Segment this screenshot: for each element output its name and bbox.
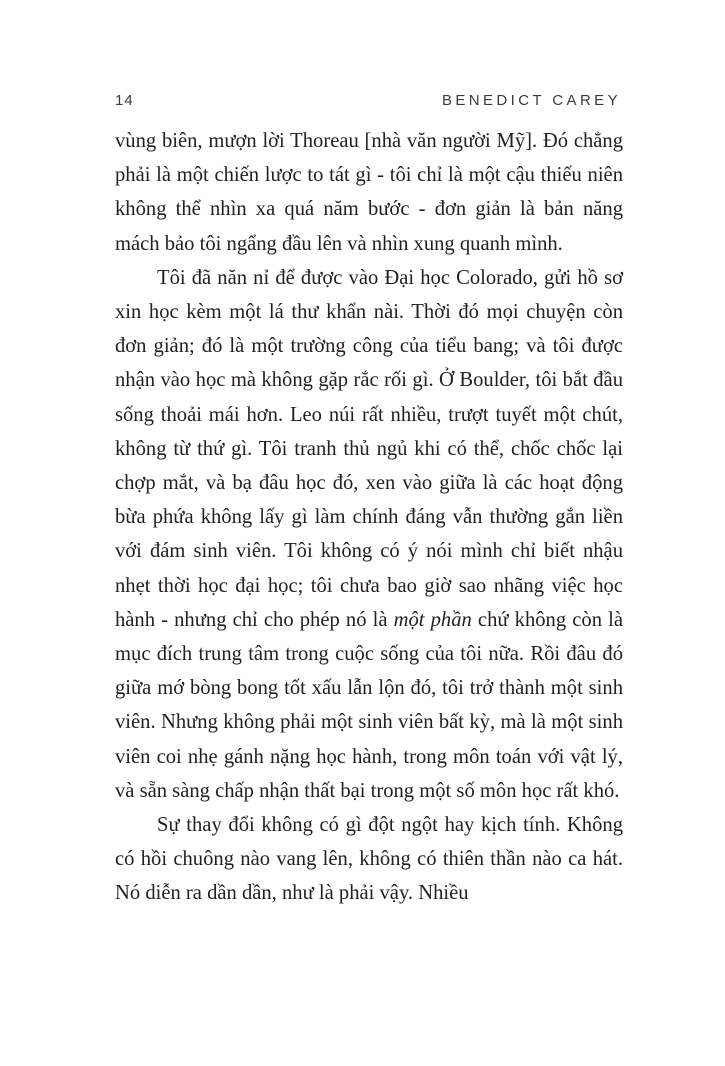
page-number: 14 — [115, 92, 134, 109]
body-text — [115, 124, 623, 911]
paragraph-continuation — [115, 124, 623, 261]
paragraph-text: Sự thay đổi không có gì đột ngột hay kịch tính. Không có hồi chuông nào vang lên, không có thiên thần nào ca hát. Nó diễn ra dần dần, như là phải vậy. Nhiều — [115, 814, 623, 905]
italic-phrase: một phần — [393, 608, 472, 631]
running-head-author: BENEDICT CAREY — [441, 92, 621, 109]
paragraph-text: vùng biên, mượn lời Thoreau [nhà văn người Mỹ]. Đó chẳng phải là một chiến lược to tát gì - tôi chỉ là một cậu thiếu niên không thể nhìn xa quá năm bước - đơn giản là bản năng mách bảo tôi ngẩng đầu lên và nhìn xung quanh mình. — [115, 130, 623, 255]
paragraph-text-part: Tôi đã năn nỉ để được vào Đại học Colorado, gửi hồ sơ xin học kèm một lá thư khẩn nài. Thời đó mọi chuyện còn đơn giản; đó là một trường công của tiểu bang; và tôi được nhận vào học mà không gặp rắc rối gì. Ở Boulder, tôi bắt đầu sống thoải mái hơn. Leo núi rất nhiều, trượt tuyết một chút, không từ thứ gì. Tôi tranh thủ ngủ khi có thể, chốc chốc lại chợp mắt, và bạ đâu học đó, xen vào giữa là các hoạt động bừa phứa không lấy gì làm chính đáng vẫn thường gắn liền với đám sinh viên. Tôi không có ý nói mình chỉ biết nhậu nhẹt thời học đại học; tôi chưa bao giờ sao nhãng việc học hành - nhưng chỉ cho phép nó là — [115, 266, 623, 631]
page-header — [115, 92, 621, 114]
paragraph-text-part: chứ không còn là mục đích trung tâm trong cuộc sống của tôi nữa. Rồi đâu đó giữa mớ bòng bong tốt xấu lẫn lộn đó, tôi trở thành một sinh viên. Nhưng không phải một sinh viên bất kỳ, mà là một sinh viên coi nhẹ gánh nặng học hành, trong môn toán với vật lý, và sẵn sàng chấp nhận thất bại trong một số môn học rất khó. — [115, 608, 623, 802]
paragraph-change — [115, 808, 623, 911]
paragraph-colorado — [115, 261, 623, 808]
